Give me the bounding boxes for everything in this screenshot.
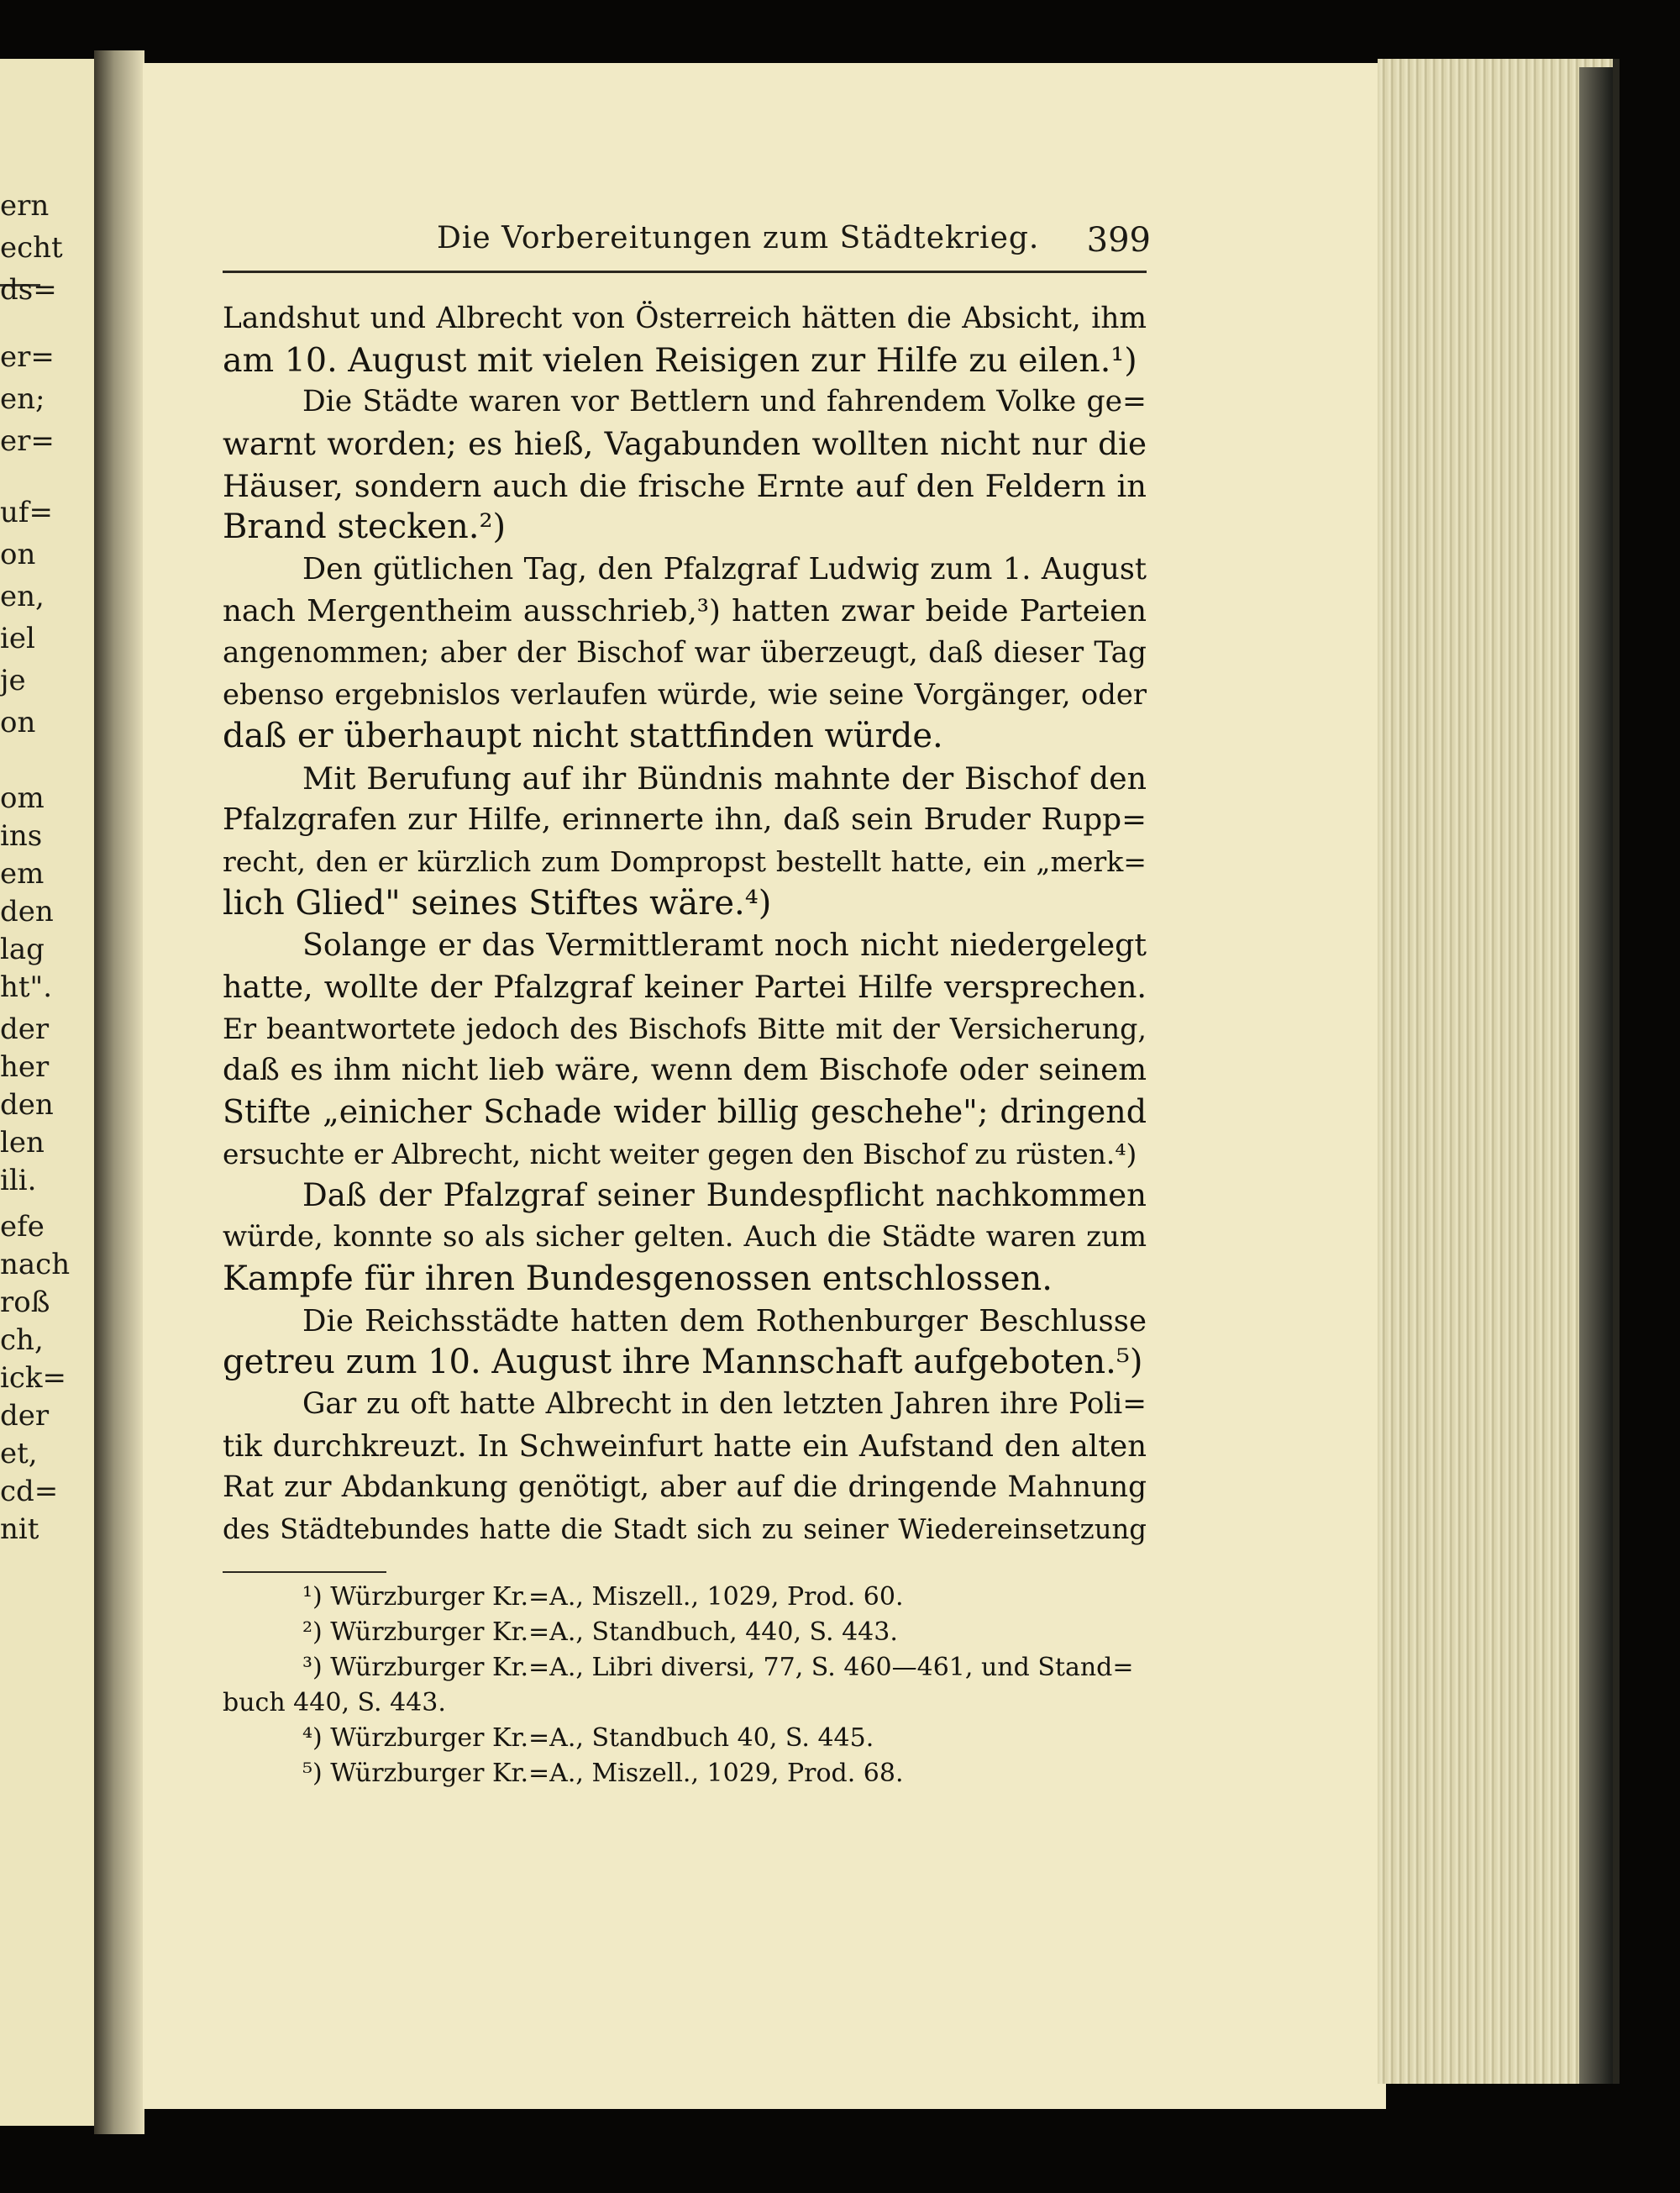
- facing-page: [0, 59, 97, 2126]
- facing-page-fragment: ick=: [0, 1361, 67, 1395]
- text-line: Kampfe für ihren Bundesgenossen entschlossen.: [223, 1259, 1053, 1298]
- facing-page-fragment: on: [0, 706, 36, 739]
- footnote: ¹) Würzburger Kr.=A., Miszell., 1029, Prod. 60.: [302, 1582, 904, 1612]
- text-line: warnt worden; es hieß, Vagabunden wollten nicht nur die: [223, 425, 1147, 463]
- facing-page-fragment: der: [0, 1399, 50, 1433]
- facing-page-fragment: er=: [0, 424, 55, 458]
- facing-page-fragment: em: [0, 857, 45, 891]
- text-line: Landshut und Albrecht von Österreich hätten die Absicht, ihm: [223, 302, 1147, 335]
- facing-page-fragment: nit: [0, 1512, 39, 1546]
- text-line: am 10. August mit vielen Reisigen zur Hilfe zu eilen.¹): [223, 340, 1137, 380]
- facing-page-fragment: ili.: [0, 1164, 37, 1197]
- facing-page-fragment: her: [0, 1050, 50, 1084]
- book-gutter: [94, 50, 144, 2134]
- text-line: Daß der Pfalzgraf seiner Bundespflicht nachkommen: [302, 1177, 1147, 1214]
- text-line: getreu zum 10. August ihre Mannschaft aufgeboten.⁵): [223, 1343, 1143, 1382]
- facing-page-fragment: je: [0, 664, 26, 697]
- facing-page-fragment: nach: [0, 1248, 71, 1281]
- facing-page-fragment: uf=: [0, 496, 53, 529]
- text-line: würde, konnte so als sicher gelten. Auch die Städte waren zum: [223, 1220, 1147, 1254]
- text-line: Die Reichsstädte hatten dem Rothenburger Beschlusse: [302, 1303, 1147, 1338]
- text-line: Solange er das Vermittleramt noch nicht niedergelegt: [302, 927, 1147, 964]
- text-line: Er beantwortete jedoch des Bischofs Bitte mit der Versicherung,: [223, 1012, 1147, 1045]
- facing-page-fragment: on: [0, 538, 36, 571]
- text-line: lich Glied" seines Stiftes wäre.⁴): [223, 883, 772, 923]
- page-number: 399: [1086, 221, 1151, 260]
- facing-page-fragment: ht".: [0, 970, 53, 1004]
- text-line: Stifte „einicher Schade wider billig geschehe"; dringend: [223, 1093, 1147, 1131]
- footnotes: [223, 1580, 1147, 1791]
- running-head: Die Vorbereitungen zum Städtekrieg.: [437, 221, 1040, 255]
- facing-page-fragment: len: [0, 1126, 45, 1160]
- facing-page-fragment: roß: [0, 1286, 50, 1319]
- facing-page-fragment: et,: [0, 1437, 38, 1470]
- text-line: Pfalzgrafen zur Hilfe, erinnerte ihn, daß sein Bruder Rupp=: [223, 802, 1147, 838]
- text-line: daß er überhaupt nicht stattfinden würde.: [223, 716, 943, 755]
- text-line: Brand stecken.²): [223, 507, 507, 547]
- text-line: Die Städte waren vor Bettlern und fahrendem Volke ge=: [302, 385, 1147, 419]
- text-line: angenommen; aber der Bischof war überzeugt, daß dieser Tag: [223, 635, 1147, 670]
- facing-page-fragment: ern: [0, 189, 50, 223]
- text-line: hatte, wollte der Pfalzgraf keiner Partei Hilfe versprechen.: [223, 969, 1147, 1005]
- facing-page-fragment: iel: [0, 622, 35, 655]
- facing-page-fragment: cd=: [0, 1475, 59, 1508]
- facing-page-fragment: der: [0, 1012, 50, 1046]
- facing-page-fragment: ds=: [0, 273, 57, 307]
- footnote: ⁴) Würzburger Kr.=A., Standbuch 40, S. 445.: [302, 1723, 874, 1753]
- facing-page-fragment: ch,: [0, 1323, 44, 1357]
- text-line: Mit Berufung auf ihr Bündnis mahnte der Bischof den: [302, 760, 1147, 797]
- text-line: tik durchkreuzt. In Schweinfurt hatte ein Aufstand den alten: [223, 1428, 1147, 1464]
- header-rule: [223, 271, 1147, 273]
- text-line: Häuser, sondern auch die frische Ernte auf den Feldern in: [223, 467, 1147, 504]
- book-cover-edge: [1579, 67, 1613, 2084]
- facing-page-fragment: en,: [0, 580, 45, 613]
- text-line: Rat zur Abdankung genötigt, aber auf die dringende Mahnung: [223, 1470, 1147, 1505]
- text-line: ersuchte er Albrecht, nicht weiter gegen den Bischof zu rüsten.⁴): [223, 1137, 1137, 1170]
- facing-page-fragment: echt: [0, 231, 63, 265]
- footnote: ⁵) Würzburger Kr.=A., Miszell., 1029, Prod. 68.: [302, 1759, 904, 1788]
- facing-page-fragment: ins: [0, 819, 43, 853]
- text-line: ebenso ergebnislos verlaufen würde, wie seine Vorgänger, oder: [223, 678, 1147, 712]
- footnote: ³) Würzburger Kr.=A., Libri diversi, 77, S. 460—461, und Stand=: [302, 1653, 1134, 1682]
- facing-page-fragment: lag: [0, 933, 45, 966]
- text-line: des Städtebundes hatte die Stadt sich zu seiner Wiedereinsetzung: [223, 1512, 1147, 1545]
- facing-page-fragment: efe: [0, 1210, 45, 1244]
- text-line: Den gütlichen Tag, den Pfalzgraf Ludwig zum 1. August: [302, 552, 1147, 587]
- facing-page-fragment: om: [0, 781, 45, 815]
- footnote-rule: [223, 1571, 386, 1573]
- facing-page-fragment: er=: [0, 340, 55, 374]
- footnote: buch 440, S. 443.: [223, 1688, 446, 1717]
- text-line: Gar zu oft hatte Albrecht in den letzten Jahren ihre Poli=: [302, 1386, 1147, 1421]
- text-line: recht, den er kürzlich zum Dompropst bestellt hatte, ein „merk=: [223, 844, 1147, 878]
- facing-page-fragment: den: [0, 895, 54, 928]
- text-line: nach Mergentheim ausschrieb,³) hatten zwar beide Parteien: [223, 593, 1147, 628]
- page-header: [223, 214, 1151, 273]
- facing-page-fragment: en;: [0, 382, 45, 416]
- facing-page-fragment: den: [0, 1088, 54, 1122]
- footnote: ²) Würzburger Kr.=A., Standbuch, 440, S. 443.: [302, 1617, 898, 1647]
- text-line: daß es ihm nicht lieb wäre, wenn dem Bischofe oder seinem: [223, 1053, 1147, 1088]
- body-text: [223, 298, 1147, 1551]
